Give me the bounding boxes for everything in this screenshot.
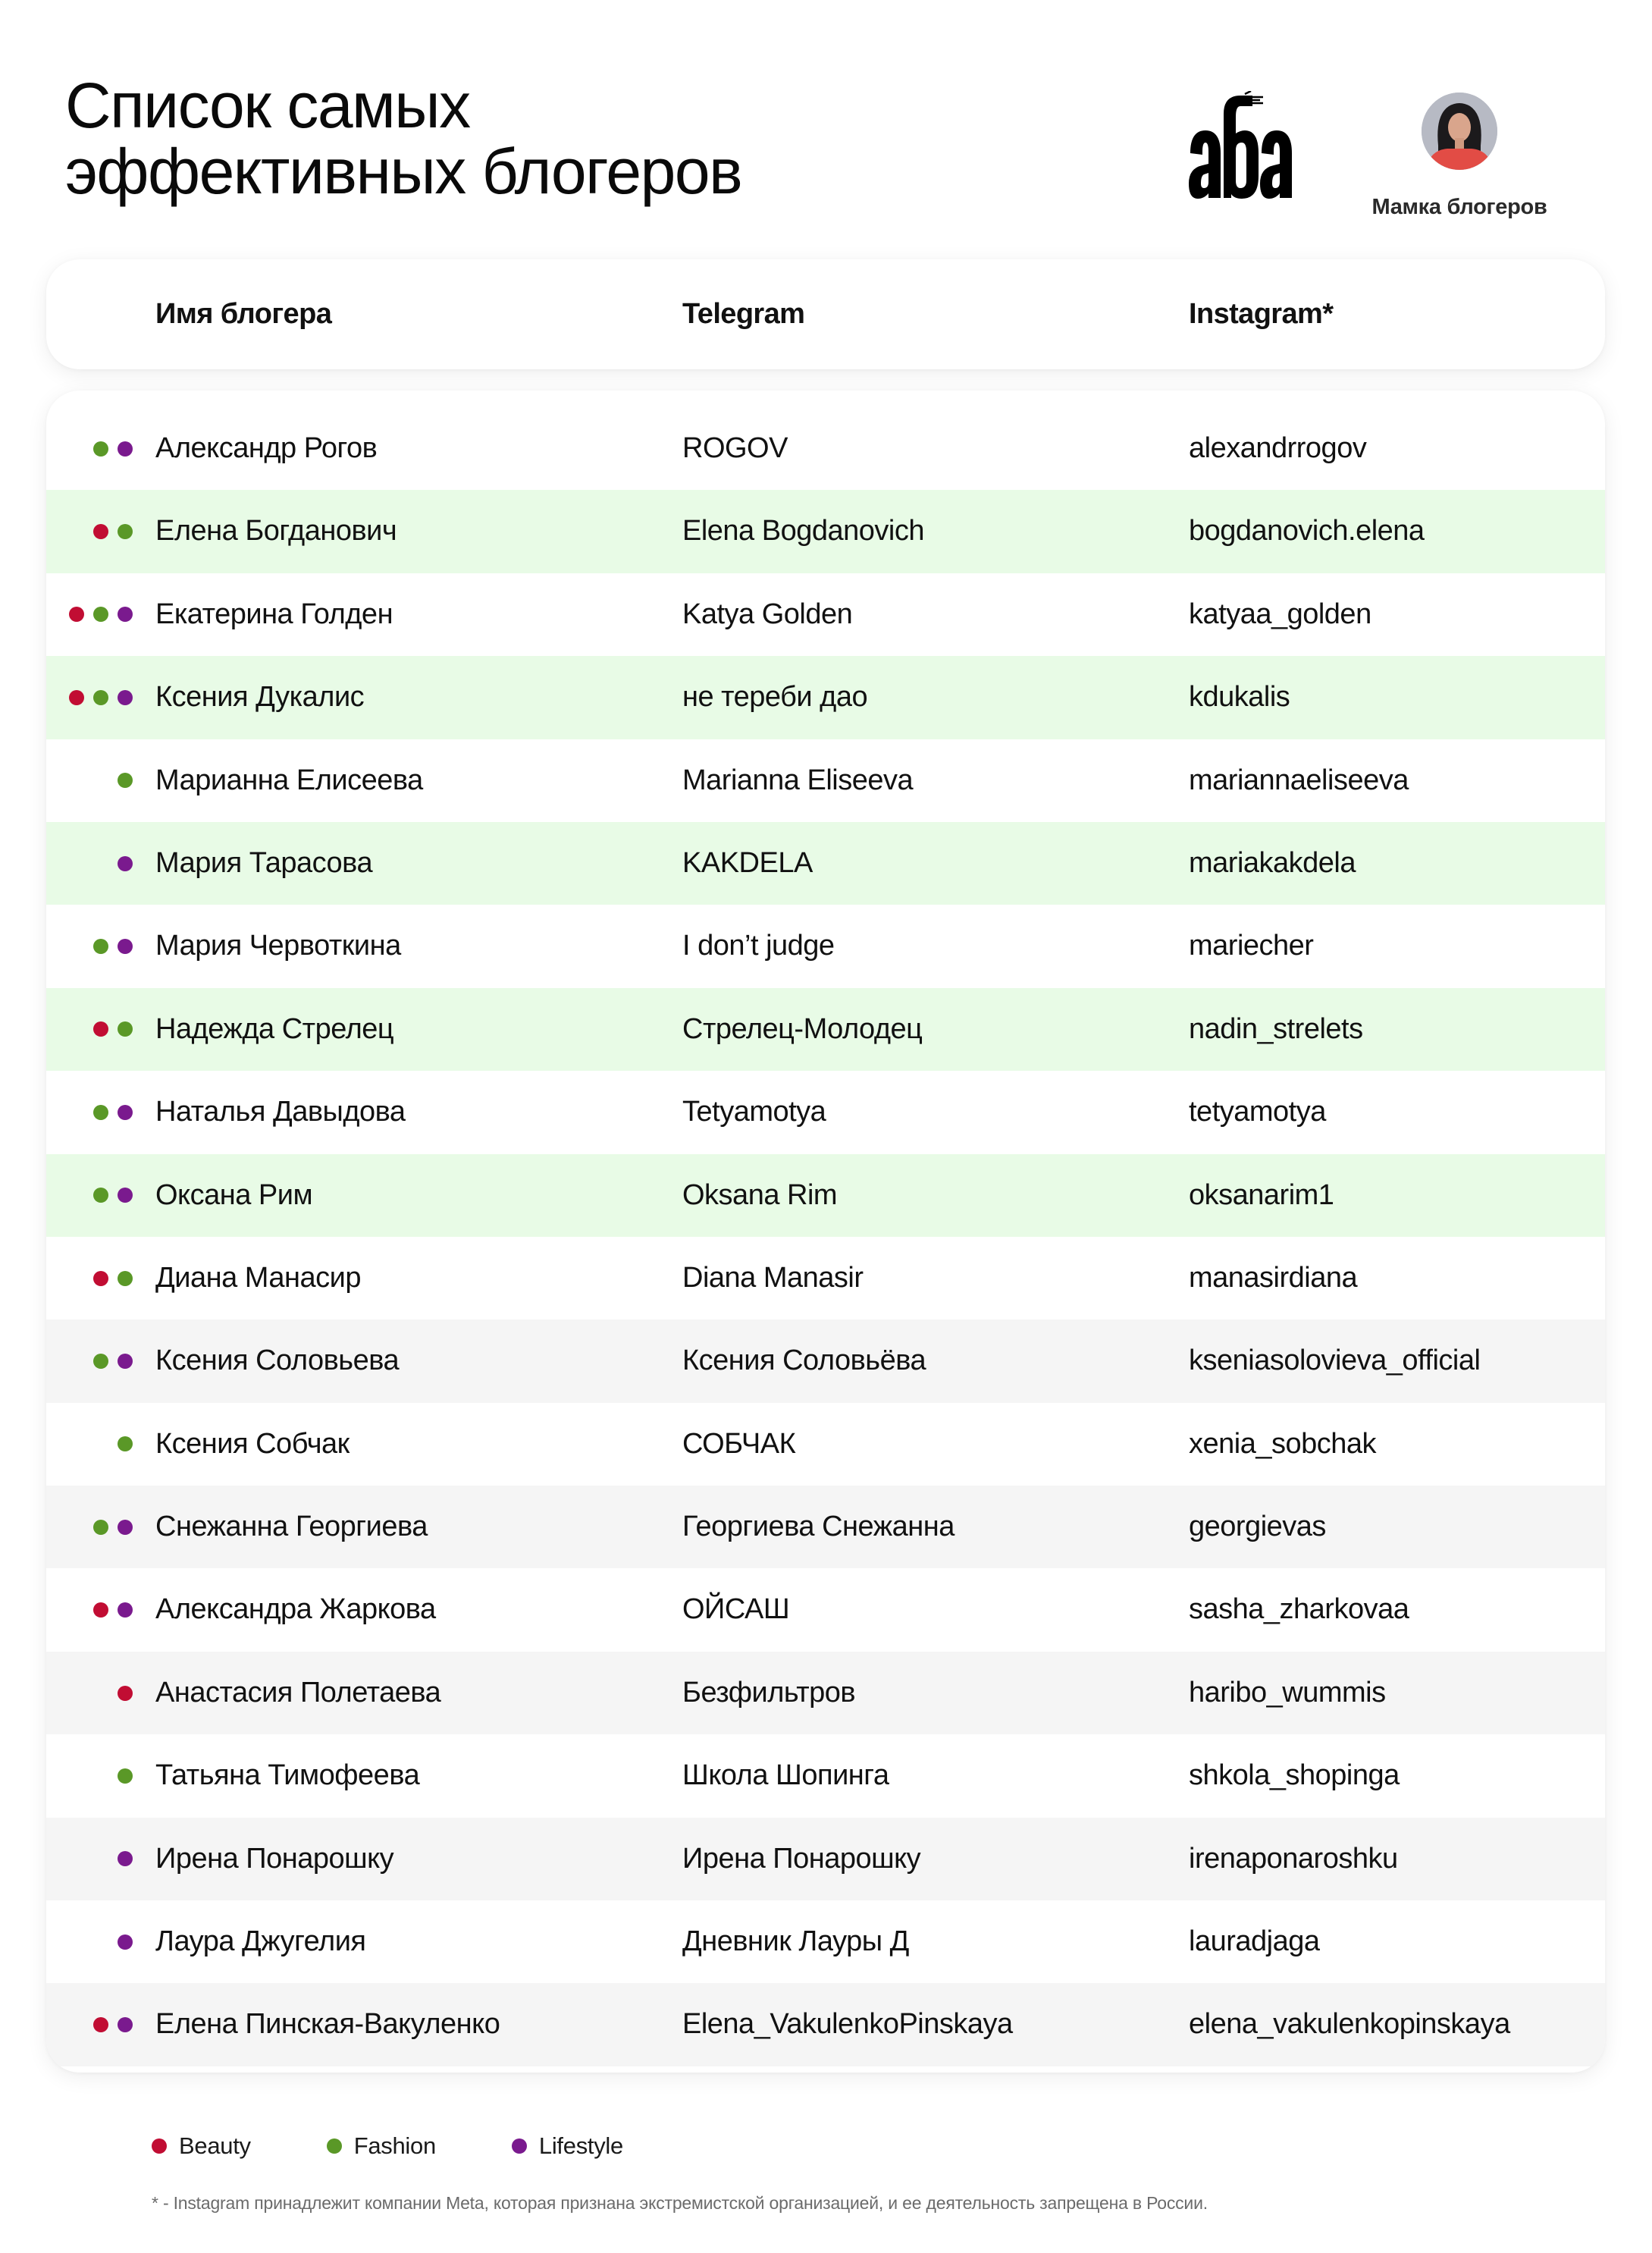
instagram-handle: bogdanovich.elena bbox=[1189, 515, 1425, 548]
beauty-dot-icon bbox=[69, 690, 84, 705]
category-dots bbox=[69, 656, 133, 739]
category-dots bbox=[118, 1403, 133, 1486]
aba-logo bbox=[1187, 91, 1295, 201]
fashion-dot-icon bbox=[118, 1436, 133, 1451]
blogger-name: Александра Жаркова bbox=[155, 1593, 436, 1626]
telegram-channel: Стрелец-Молодец bbox=[682, 1012, 923, 1045]
telegram-channel: Безфильтров bbox=[682, 1676, 856, 1709]
telegram-channel: Marianna Eliseeva bbox=[682, 764, 914, 796]
table-row bbox=[46, 1237, 1605, 1319]
blogger-name: Екатерина Голден bbox=[155, 598, 393, 630]
instagram-handle: haribo_wummis bbox=[1189, 1676, 1386, 1709]
category-dots bbox=[118, 1818, 133, 1900]
lifestyle-dot-icon bbox=[118, 607, 133, 622]
telegram-channel: СОБЧАК bbox=[682, 1427, 796, 1460]
instagram-handle: tetyamotya bbox=[1189, 1096, 1326, 1128]
fashion-dot-icon bbox=[93, 1354, 108, 1369]
blogger-name: Анастасия Полетаева bbox=[155, 1676, 441, 1709]
table-row bbox=[46, 573, 1605, 656]
column-header-instagram: Instagram* bbox=[1189, 298, 1334, 330]
legend-label: Beauty bbox=[179, 2132, 251, 2159]
blogger-name: Мария Червоткина bbox=[155, 930, 401, 962]
telegram-channel: Elena_VakulenkoPinskaya bbox=[682, 2008, 1013, 2041]
author-block bbox=[1357, 91, 1562, 227]
blogger-name: Ирена Понарошку bbox=[155, 1842, 394, 1875]
telegram-channel: Katya Golden bbox=[682, 598, 853, 630]
table-row bbox=[46, 1486, 1605, 1568]
telegram-channel: Diana Manasir bbox=[682, 1261, 864, 1294]
lifestyle-dot-icon bbox=[118, 690, 133, 705]
beauty-dot-icon bbox=[152, 2138, 167, 2154]
instagram-handle: shkola_shopinga bbox=[1189, 1759, 1400, 1792]
table-row bbox=[46, 490, 1605, 573]
title-line-2: эффективных блогеров bbox=[65, 136, 742, 207]
category-dots bbox=[93, 1071, 133, 1153]
legend bbox=[152, 2127, 699, 2165]
category-dots bbox=[93, 1319, 133, 1402]
category-dots bbox=[118, 822, 133, 905]
fashion-dot-icon bbox=[118, 1768, 133, 1784]
category-dots bbox=[93, 905, 133, 987]
blogger-name: Наталья Давыдова bbox=[155, 1096, 406, 1128]
lifestyle-dot-icon bbox=[118, 1105, 133, 1120]
instagram-handle: mariecher bbox=[1189, 930, 1314, 962]
legend-item-beauty bbox=[152, 2132, 251, 2160]
table-row bbox=[46, 1319, 1605, 1402]
category-dots bbox=[118, 1652, 133, 1734]
instagram-handle: elena_vakulenkopinskaya bbox=[1189, 2008, 1510, 2041]
beauty-dot-icon bbox=[93, 2017, 108, 2032]
category-dots bbox=[118, 1900, 133, 1983]
table-row bbox=[46, 1568, 1605, 1651]
category-dots bbox=[93, 1486, 133, 1568]
table-rows bbox=[46, 407, 1605, 2066]
legend-label: Lifestyle bbox=[538, 2132, 623, 2159]
lifestyle-dot-icon bbox=[118, 1354, 133, 1369]
telegram-channel: Георгиева Снежанна bbox=[682, 1511, 955, 1543]
beauty-dot-icon bbox=[93, 1021, 108, 1037]
fashion-dot-icon bbox=[93, 939, 108, 954]
table-row bbox=[46, 656, 1605, 739]
instagram-handle: georgievas bbox=[1189, 1511, 1326, 1543]
beauty-dot-icon bbox=[93, 524, 108, 539]
table-row bbox=[46, 1071, 1605, 1153]
category-dots bbox=[93, 490, 133, 573]
blogger-name: Лаура Джугелия bbox=[155, 1925, 366, 1958]
table-row bbox=[46, 1983, 1605, 2066]
legend-label: Fashion bbox=[353, 2132, 436, 2159]
lifestyle-dot-icon bbox=[118, 1602, 133, 1618]
instagram-handle: sasha_zharkovaa bbox=[1189, 1593, 1409, 1626]
telegram-channel: Школа Шопинга bbox=[682, 1759, 889, 1792]
lifestyle-dot-icon bbox=[118, 939, 133, 954]
telegram-channel: Tetyamotya bbox=[682, 1096, 826, 1128]
title-line-1: Список самых bbox=[65, 70, 470, 141]
instagram-handle: kdukalis bbox=[1189, 681, 1290, 714]
lifestyle-dot-icon bbox=[118, 2017, 133, 2032]
fashion-dot-icon bbox=[93, 607, 108, 622]
instagram-handle: mariannaeliseeva bbox=[1189, 764, 1409, 796]
telegram-channel: KAKDELA bbox=[682, 846, 813, 879]
telegram-channel: не тереби дао bbox=[682, 681, 868, 714]
telegram-channel: ROGOV bbox=[682, 432, 788, 464]
telegram-channel: Oksana Rim bbox=[682, 1178, 838, 1211]
column-header-telegram: Telegram bbox=[682, 298, 805, 330]
instagram-handle: lauradjaga bbox=[1189, 1925, 1320, 1958]
author-avatar bbox=[1422, 93, 1497, 170]
fashion-dot-icon bbox=[118, 524, 133, 539]
footnote: * - Instagram принадлежит компании Meta, которая признана экстремистской организацией, и ее деятельность запрещена в России. bbox=[152, 2193, 1208, 2213]
table-row bbox=[46, 988, 1605, 1071]
category-dots bbox=[93, 1154, 133, 1237]
lifestyle-dot-icon bbox=[118, 1935, 133, 1950]
telegram-channel: Ксения Соловьёва bbox=[682, 1345, 926, 1377]
blogger-name: Марианна Елисеева bbox=[155, 764, 423, 796]
beauty-dot-icon bbox=[118, 1686, 133, 1701]
table-row bbox=[46, 1652, 1605, 1734]
beauty-dot-icon bbox=[93, 1271, 108, 1286]
lifestyle-dot-icon bbox=[512, 2138, 527, 2154]
blogger-name: Елена Богданович bbox=[155, 515, 397, 548]
fashion-dot-icon bbox=[93, 1188, 108, 1203]
instagram-handle: katyaa_golden bbox=[1189, 598, 1371, 630]
lifestyle-dot-icon bbox=[118, 1188, 133, 1203]
blogger-name: Ксения Дукалис bbox=[155, 681, 365, 714]
blogger-name: Елена Пинская-Вакуленко bbox=[155, 2008, 500, 2041]
fashion-dot-icon bbox=[118, 1271, 133, 1286]
aba-logo-icon bbox=[1187, 91, 1295, 201]
table-row bbox=[46, 1818, 1605, 1900]
telegram-channel: ОЙСАШ bbox=[682, 1593, 790, 1626]
page-title bbox=[65, 70, 742, 207]
telegram-channel: Ирена Понарошку bbox=[682, 1842, 921, 1875]
legend-item-lifestyle bbox=[512, 2132, 623, 2160]
instagram-handle: xenia_sobchak bbox=[1189, 1427, 1377, 1460]
blogger-name: Оксана Рим bbox=[155, 1178, 313, 1211]
category-dots bbox=[118, 739, 133, 822]
lifestyle-dot-icon bbox=[118, 1851, 133, 1866]
beauty-dot-icon bbox=[69, 607, 84, 622]
fashion-dot-icon bbox=[93, 690, 108, 705]
category-dots bbox=[93, 1568, 133, 1651]
blogger-name: Татьяна Тимофеева bbox=[155, 1759, 420, 1792]
instagram-handle: nadin_strelets bbox=[1189, 1012, 1363, 1045]
telegram-channel: I don’t judge bbox=[682, 930, 835, 962]
instagram-handle: irenaponaroshku bbox=[1189, 1842, 1398, 1875]
table-row bbox=[46, 739, 1605, 822]
fashion-dot-icon bbox=[93, 1520, 108, 1535]
blogger-name: Снежанна Георгиева bbox=[155, 1511, 428, 1543]
table-row bbox=[46, 1734, 1605, 1817]
category-dots bbox=[93, 407, 133, 490]
table-row bbox=[46, 905, 1605, 987]
fashion-dot-icon bbox=[327, 2138, 342, 2154]
avatar-portrait-icon bbox=[1422, 93, 1497, 170]
table-row bbox=[46, 1403, 1605, 1486]
lifestyle-dot-icon bbox=[118, 441, 133, 457]
telegram-channel: Дневник Лауры Д bbox=[682, 1925, 909, 1958]
fashion-dot-icon bbox=[93, 1105, 108, 1120]
table-header bbox=[46, 259, 1605, 369]
instagram-handle: manasirdiana bbox=[1189, 1261, 1358, 1294]
category-dots bbox=[118, 1734, 133, 1817]
author-caption: Мамка блогеров bbox=[1371, 195, 1547, 219]
table-row bbox=[46, 1154, 1605, 1237]
table-body bbox=[46, 391, 1605, 2073]
instagram-handle: oksanarim1 bbox=[1189, 1178, 1334, 1211]
fashion-dot-icon bbox=[118, 773, 133, 788]
instagram-handle: mariakakdela bbox=[1189, 846, 1356, 879]
lifestyle-dot-icon bbox=[118, 1520, 133, 1535]
table-row bbox=[46, 822, 1605, 905]
blogger-name: Ксения Соловьева bbox=[155, 1345, 400, 1377]
blogger-name: Надежда Стрелец bbox=[155, 1012, 394, 1045]
table-row bbox=[46, 407, 1605, 490]
beauty-dot-icon bbox=[93, 1602, 108, 1618]
blogger-name: Ксения Собчак bbox=[155, 1427, 350, 1460]
column-header-name: Имя блогера bbox=[155, 298, 332, 330]
blogger-name: Мария Тарасова bbox=[155, 846, 373, 879]
instagram-handle: kseniasolovieva_official bbox=[1189, 1345, 1481, 1377]
blogger-name: Александр Рогов bbox=[155, 432, 378, 464]
lifestyle-dot-icon bbox=[118, 856, 133, 871]
category-dots bbox=[93, 1983, 133, 2066]
category-dots bbox=[93, 988, 133, 1071]
blogger-name: Диана Манасир bbox=[155, 1261, 361, 1294]
table-row bbox=[46, 1900, 1605, 1983]
category-dots bbox=[93, 1237, 133, 1319]
legend-item-fashion bbox=[327, 2132, 436, 2160]
category-dots bbox=[69, 573, 133, 656]
instagram-handle: alexandrrogov bbox=[1189, 432, 1367, 464]
fashion-dot-icon bbox=[118, 1021, 133, 1037]
fashion-dot-icon bbox=[93, 441, 108, 457]
telegram-channel: Elena Bogdanovich bbox=[682, 515, 924, 548]
